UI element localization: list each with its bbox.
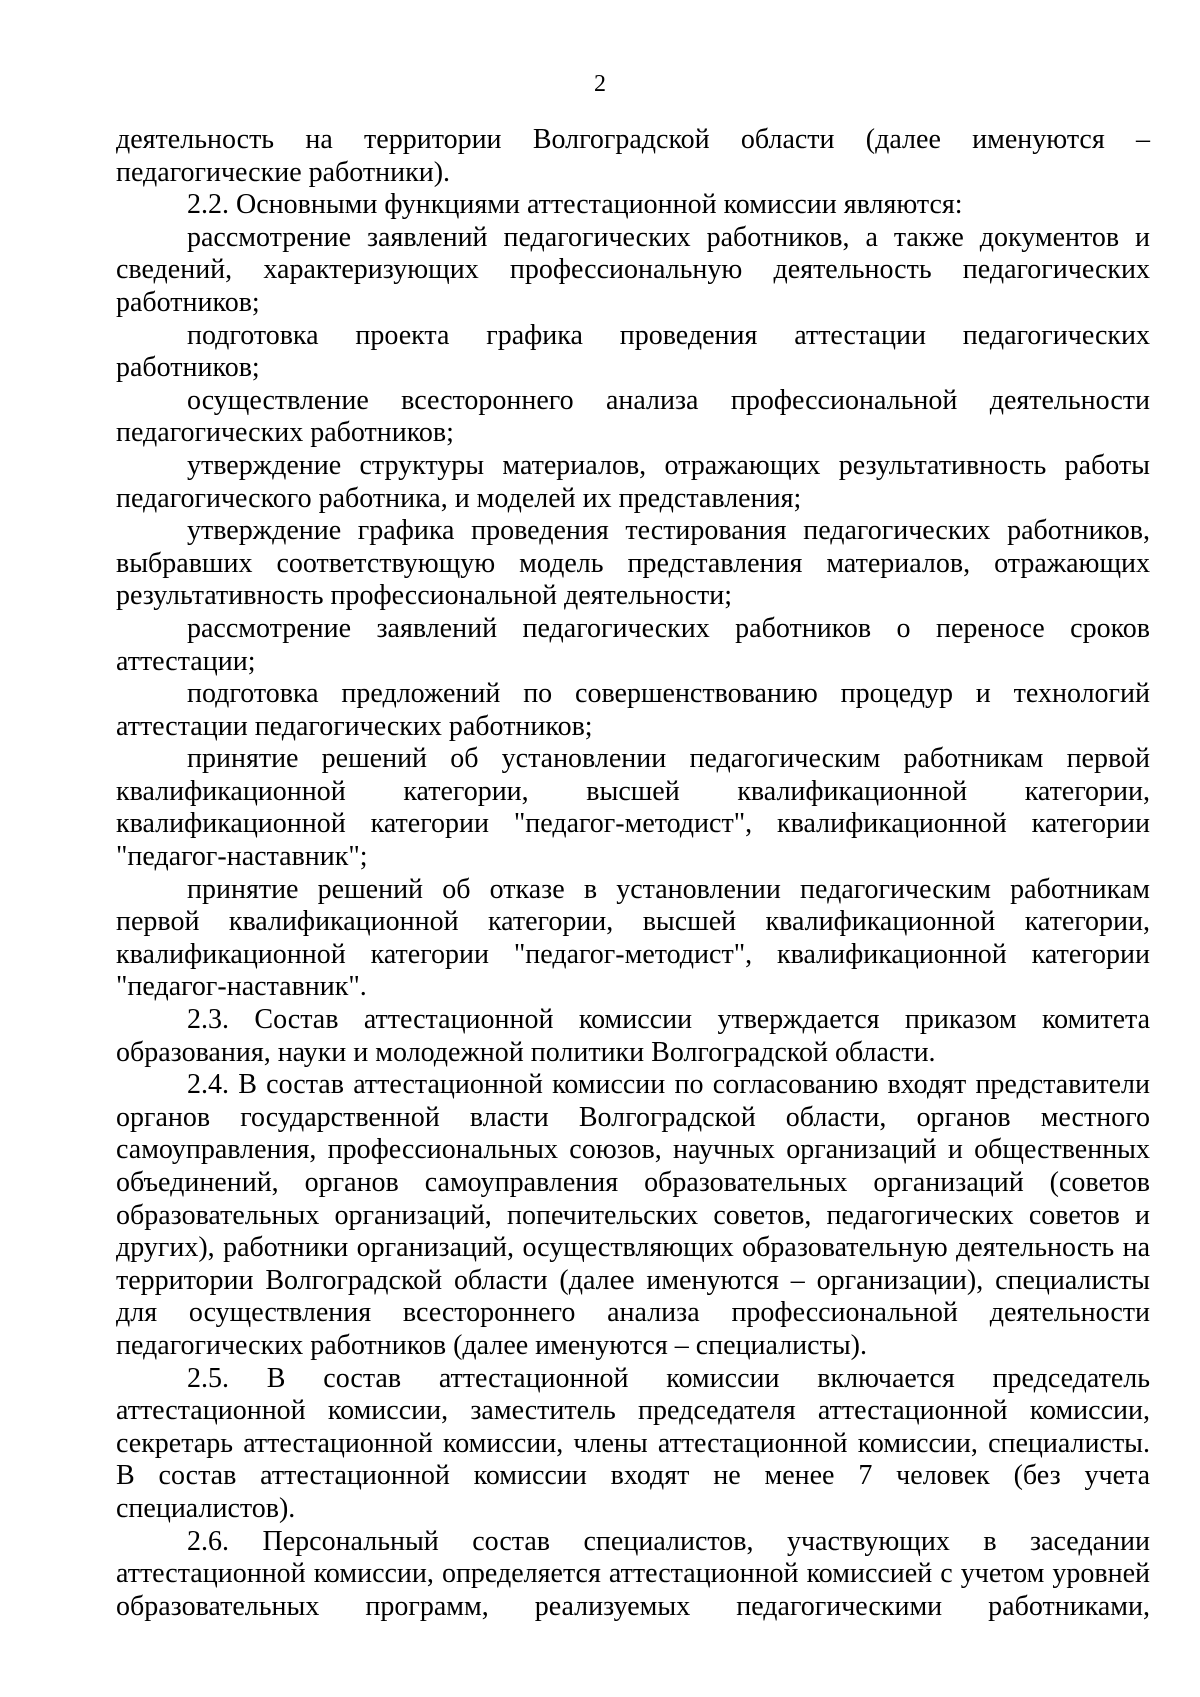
- paragraph: 2.2. Основными функциями аттестационной комиссии являются:: [187, 189, 963, 221]
- paragraph: осуществление всестороннего анализа профессиональной деятельности педагогических работников;: [116, 384, 1150, 449]
- paragraph: 2.3. Состав аттестационной комиссии утверждается приказом комитета образования, науки и молодежной политики Волгоградской области.: [116, 1004, 1150, 1068]
- paragraph: 2.4. В состав аттестационной комиссии по согласованию входят представители органов государственной власти Волгоградской области, органов местного самоуправления, профессиональных союзов, научных организаций и общественных объединений, органов самоуправления образовательных организаций (советов образовательных организаций, попечительских советов, педагогических советов и других), работники организаций, осуществляющих образовательную деятельность на территории Волгоградской области (далее именуются – организации), специалисты для осуществления всестороннего анализа профессиональной деятельности педагогических работников (далее именуются – специалисты).: [116, 1069, 1150, 1361]
- paragraph: подготовка предложений по совершенствованию процедур и технологий аттестации педагогических работников;: [116, 678, 1150, 742]
- paragraph: принятие решений об установлении педагогическим работникам первой квалификационной категории, высшей квалификационной категории, квалификационной категории "педагог-методист", квалификационной категории "педагог-наставник";: [116, 743, 1150, 873]
- document-body: [116, 124, 1150, 1623]
- paragraph: 2.5. В состав аттестационной комиссии включается председатель аттестационной комиссии, заместитель председателя аттестационной комиссии, секретарь аттестационной комиссии, члены аттестационной комиссии, специалисты. В состав аттестационной комиссии входят не менее 7 человек (без учета специалистов).: [116, 1362, 1150, 1524]
- paragraph: утверждение структуры материалов, отражающих результативность работы педагогического работника, и моделей их представления;: [116, 449, 1150, 514]
- paragraph: рассмотрение заявлений педагогических работников о переносе сроков аттестации;: [116, 612, 1150, 677]
- paragraph: 2.6. Персональный состав специалистов, участвующих в заседании аттестационной комиссии, определяется аттестационной комиссией с учетом уровней образовательных программ, реализуемых педагогическими работниками,: [116, 1525, 1150, 1622]
- paragraph: принятие решений об отказе в установлении педагогическим работникам первой квалификационной категории, высшей квалификационной категории, квалификационной категории "педагог-методист", квалификационной категории "педагог-наставник".: [116, 873, 1150, 1003]
- paragraph: подготовка проекта графика проведения аттестации педагогических работников;: [116, 319, 1150, 384]
- paragraph: утверждение графика проведения тестирования педагогических работников, выбравших соответствующую модель представления материалов, отражающих результативность профессиональной деятельности;: [116, 515, 1150, 612]
- paragraph: деятельность на территории Волгоградской области (далее именуются – педагогические работники).: [116, 124, 1150, 188]
- paragraph: рассмотрение заявлений педагогических работников, а также документов и сведений, характеризующих профессиональную деятельность педагогических работников;: [116, 221, 1150, 318]
- page-number: 2: [594, 71, 606, 97]
